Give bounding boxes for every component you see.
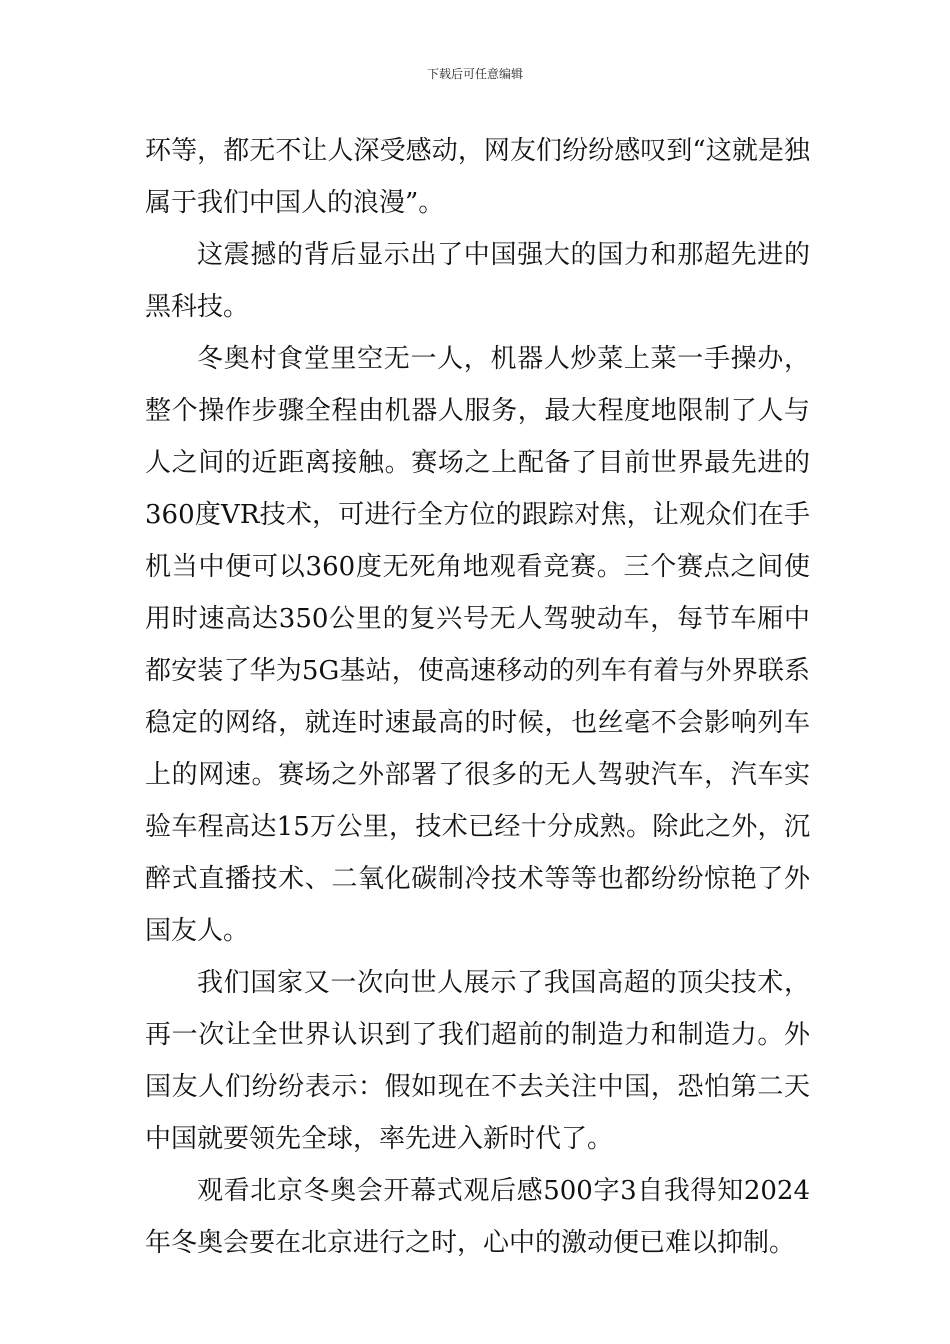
paragraph-2: 这震撼的背后显示出了中国强大的国力和那超先进的黑科技。 — [145, 240, 810, 322]
body-text — [145, 125, 810, 1269]
header-note: 下载后可任意编辑 — [426, 67, 523, 81]
paragraph-1: 环等，都无不让人深受感动，网友们纷纷感叹到“这就是独属于我们中国人的浪漫”。 — [145, 136, 810, 218]
paragraph-4: 我们国家又一次向世人展示了我国高超的顶尖技术，再一次让全世界认识到了我们超前的制造力和制造力。外国友人们纷纷表示：假如现在不去关注中国，恐怕第二天中国就要领先全球，率先进入新时代了。 — [145, 968, 810, 1154]
paragraph-3: 冬奥村食堂里空无一人，机器人炒菜上菜一手操办，整个操作步骤全程由机器人服务，最大程度地限制了人与人之间的近距离接触。赛场之上配备了目前世界最先进的360度VR技术，可进行全方位的跟踪对焦，让观众们在手机当中便可以360度无死角地观看竞赛。三个赛点之间使用时速高达350公里的复兴号无人驾驶动车，每节车厢中都安装了华为5G基站，使高速移动的列车有着与外界联系稳定的网络，就连时速最高的时候，也丝毫不会影响列车上的网速。赛场之外部署了很多的无人驾驶汽车，汽车实验车程高达15万公里，技术已经十分成熟。除此之外，沉醉式直播技术、二氧化碳制冷技术等等也都纷纷惊艳了外国友人。 — [145, 344, 810, 946]
paragraph-5: 观看北京冬奥会开幕式观后感500字3自我得知2024年冬奥会要在北京进行之时，心中的激动便已难以抑制。 — [145, 1176, 810, 1258]
